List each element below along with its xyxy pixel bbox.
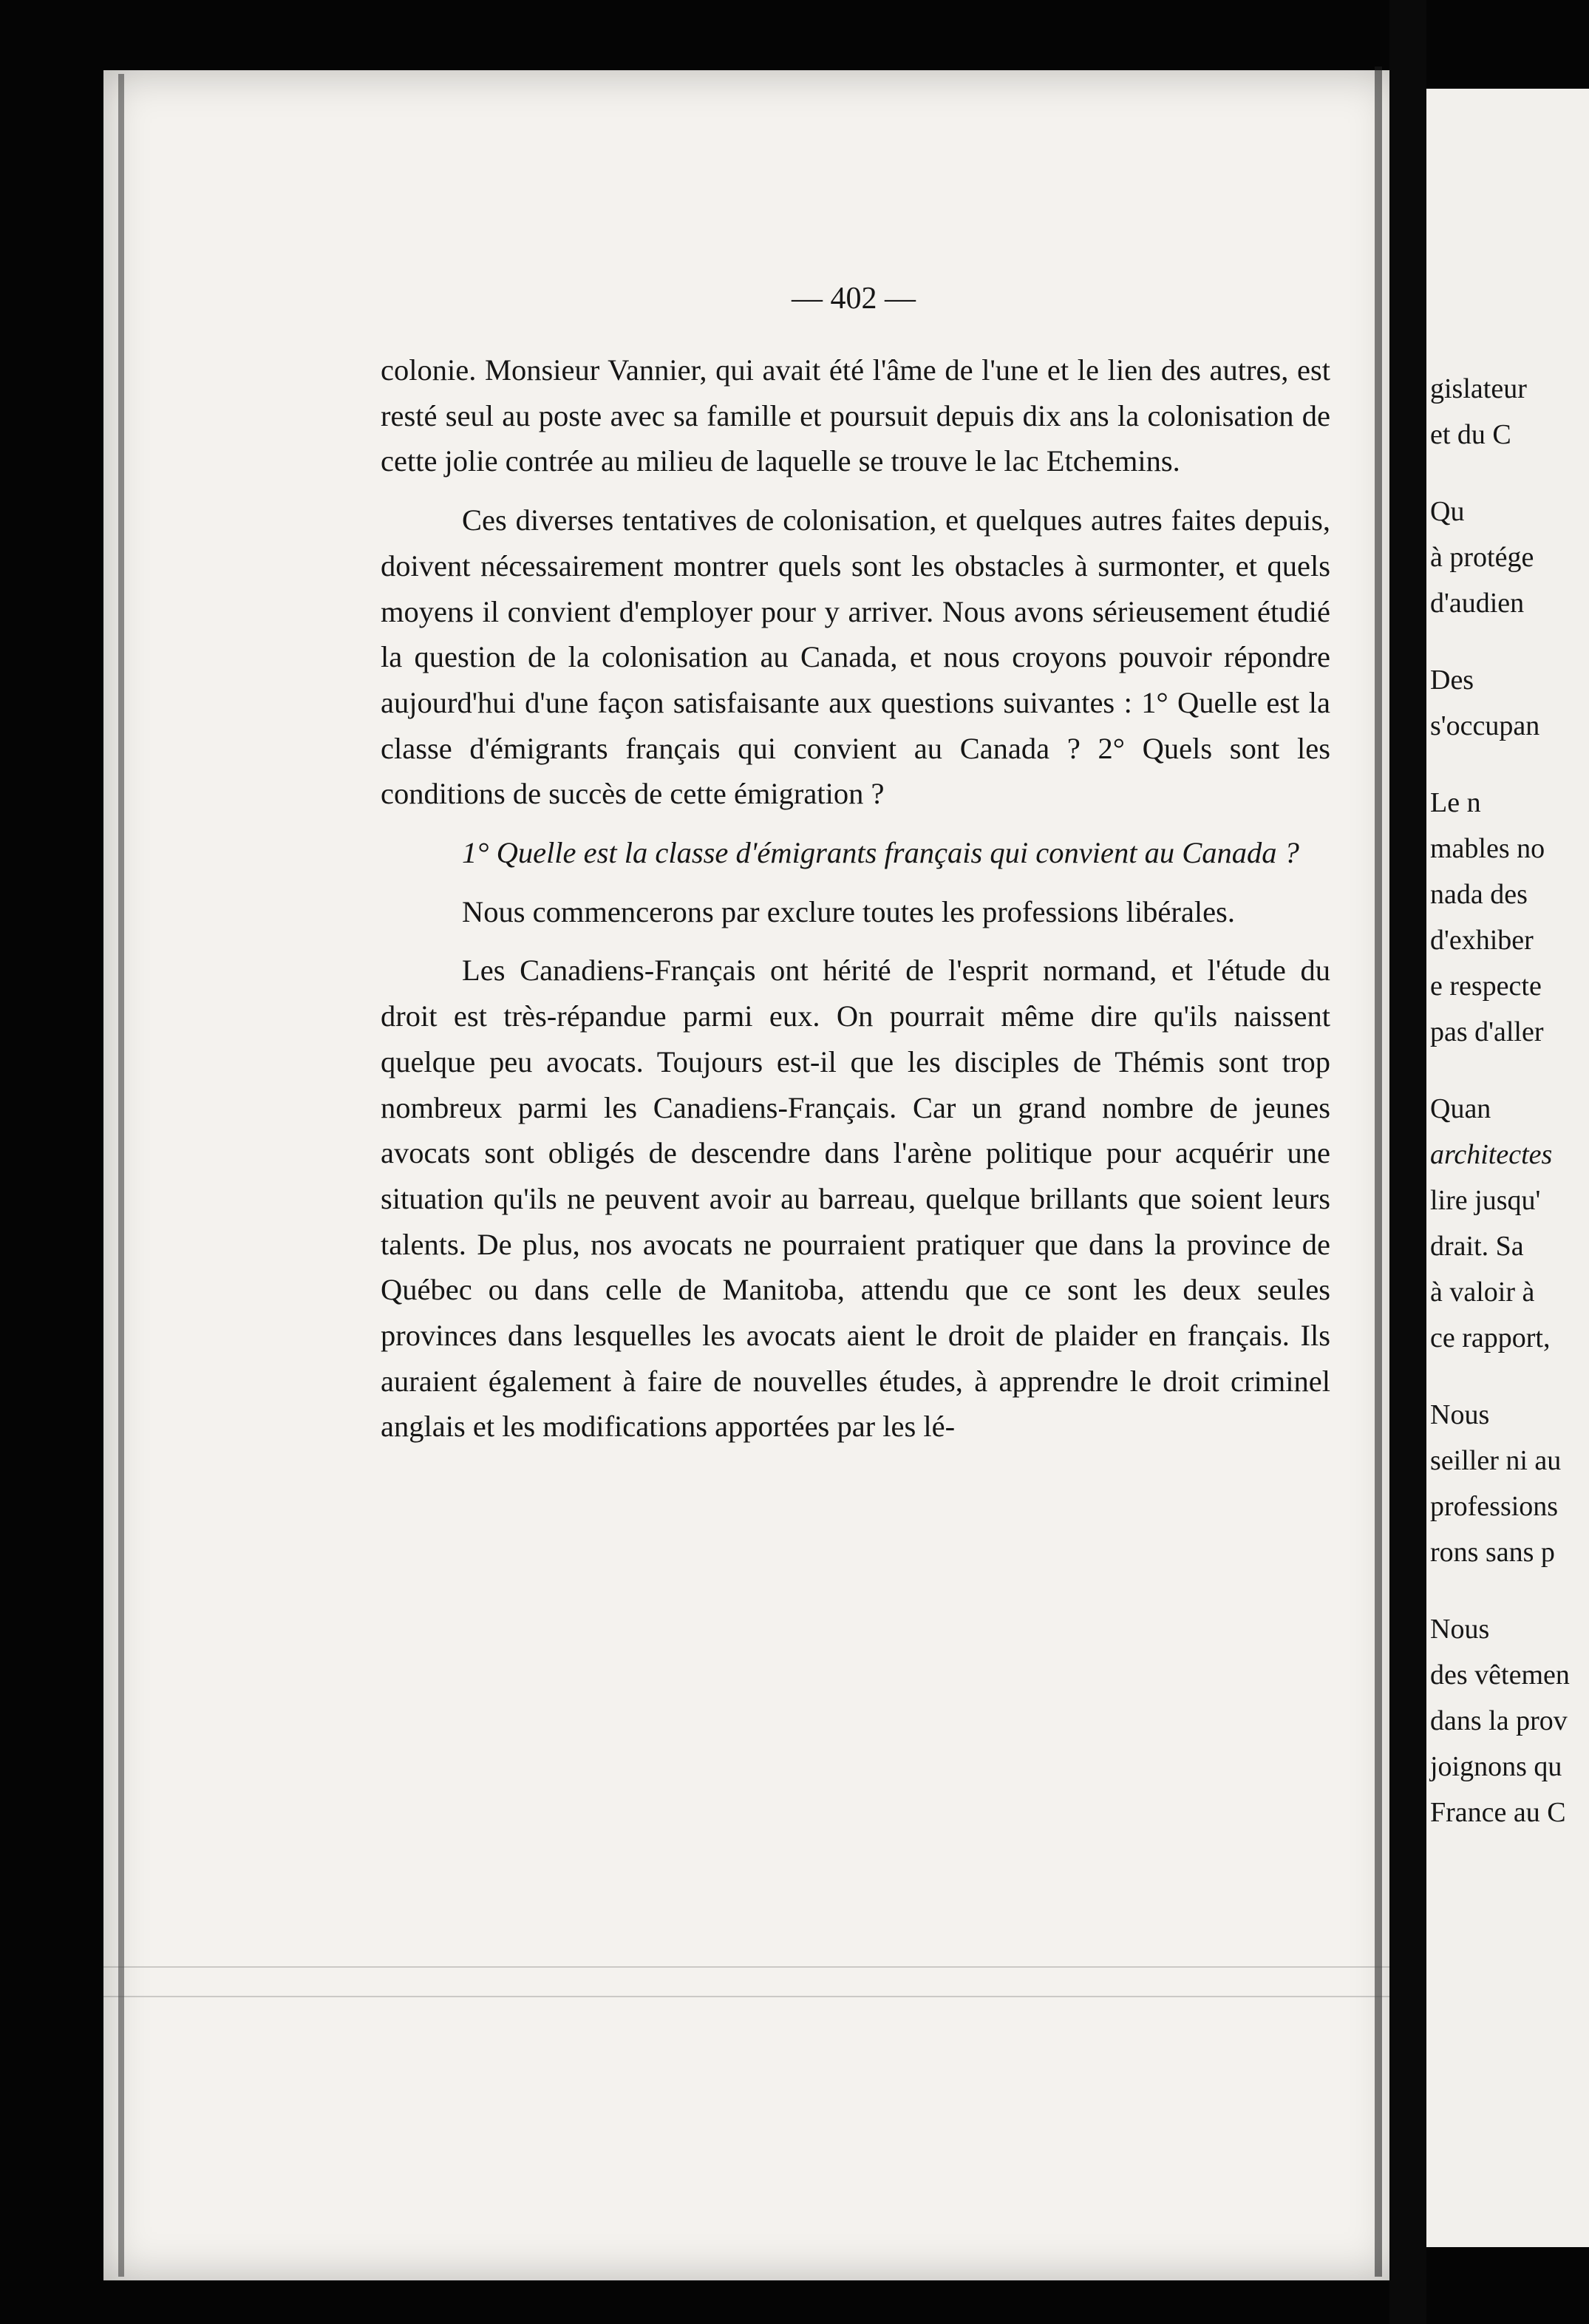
right-page-text: [1430, 366, 1589, 1835]
right-page-line: gislateur: [1430, 373, 1527, 404]
right-page-line: d'audien: [1430, 588, 1525, 619]
scan-streak: [118, 74, 124, 2277]
right-page-line: Des: [1430, 665, 1474, 696]
paragraph: Les Canadiens-Français ont hérité de l'esprit normand, et l'étude du droit est très-répandue parmi eux. On pourrait même dire qu'ils naissent quelque peu avocats. Toujours est-il que les disciples de Thémis sont trop nombreux parmi les Canadiens-Français. Car un grand nombre de jeunes avocats sont obligés de descendre dans l'arène politique pour acquérir une situation qu'ils ne peuvent avoir au barreau, quelque brillants que soient leurs talents. De plus, nos avocats ne pourraient pratiquer que dans la province de Québec ou dans celle de Manitoba, attendu que ce sont les deux seules provinces dans lesquelles les avocats aient le droit de plaider en français. Ils auraient également à faire de nouvelles études, à apprendre le droit criminel anglais et les modifications apportées par les lé-: [381, 954, 1330, 1444]
right-page-line: joignons qu: [1430, 1751, 1562, 1782]
page-number: — 402 —: [792, 282, 916, 316]
scan-line: [103, 1966, 1389, 1968]
right-page-line: e respecte: [1430, 971, 1542, 1002]
paragraph: Nous commencerons par exclure toutes les professions libérales.: [462, 894, 1235, 928]
right-page-line: professions: [1430, 1491, 1559, 1522]
right-page-line: rons sans p: [1430, 1537, 1555, 1568]
right-page-line: pas d'aller: [1430, 1016, 1544, 1047]
right-page-line: Le n: [1430, 787, 1481, 818]
right-page-line: architectes: [1430, 1139, 1553, 1170]
paragraph: colonie. Monsieur Vannier, qui avait été l'âme de l'une et le lien des autres, est resté seul au poste avec sa famille et poursuit depuis dix ans la colonisation de cette jolie contrée au milieu de laquelle se trouve le lac Etchemins.: [381, 353, 1330, 478]
scan-streak: [1375, 67, 1382, 2277]
right-page-line: Qu: [1430, 496, 1465, 527]
right-page-line: seiller ni au: [1430, 1445, 1562, 1476]
right-page-line: France au C: [1430, 1797, 1566, 1828]
right-page-line: ce rapport,: [1430, 1322, 1551, 1353]
right-page-line: drait. Sa: [1430, 1231, 1524, 1262]
right-page-line: mables no: [1430, 833, 1545, 864]
section-heading: 1° Quelle est la classe d'émigrants français qui convient au Canada ?: [462, 836, 1299, 870]
right-page-line: des vêtemen: [1430, 1659, 1570, 1691]
paragraph: Ces diverses tentatives de colonisation, et quelques autres faites depuis, doivent nécessairement montrer quels sont les obstacles à surmonter, et quels moyens il convient d'employer pour y arriver. Nous avons sérieusement étudié la question de la colonisation au Canada, et nous croyons pouvoir répondre aujourd'hui d'une façon satisfaisante aux questions suivantes : 1° Quelle est la classe d'émigrants français qui convient au Canada ? 2° Quels sont les conditions de succès de cette émigration ?: [381, 503, 1330, 811]
right-page-line: à protége: [1430, 542, 1534, 573]
scan-line: [103, 1996, 1389, 1997]
right-page-line: s'occupan: [1430, 710, 1540, 741]
right-page-line: Quan: [1430, 1093, 1491, 1124]
main-text: [381, 347, 1330, 1450]
right-page-line: nada des: [1430, 879, 1528, 910]
right-page-line: dans la prov: [1430, 1705, 1568, 1736]
right-page-line: et du C: [1430, 419, 1511, 450]
page-gutter: [1389, 0, 1426, 2324]
right-page-line: d'exhiber: [1430, 925, 1534, 956]
right-page-line: lire jusqu': [1430, 1185, 1541, 1216]
right-page-line: à valoir à: [1430, 1277, 1535, 1308]
right-page-line: Nous: [1430, 1399, 1490, 1430]
right-page-line: Nous: [1430, 1614, 1490, 1645]
